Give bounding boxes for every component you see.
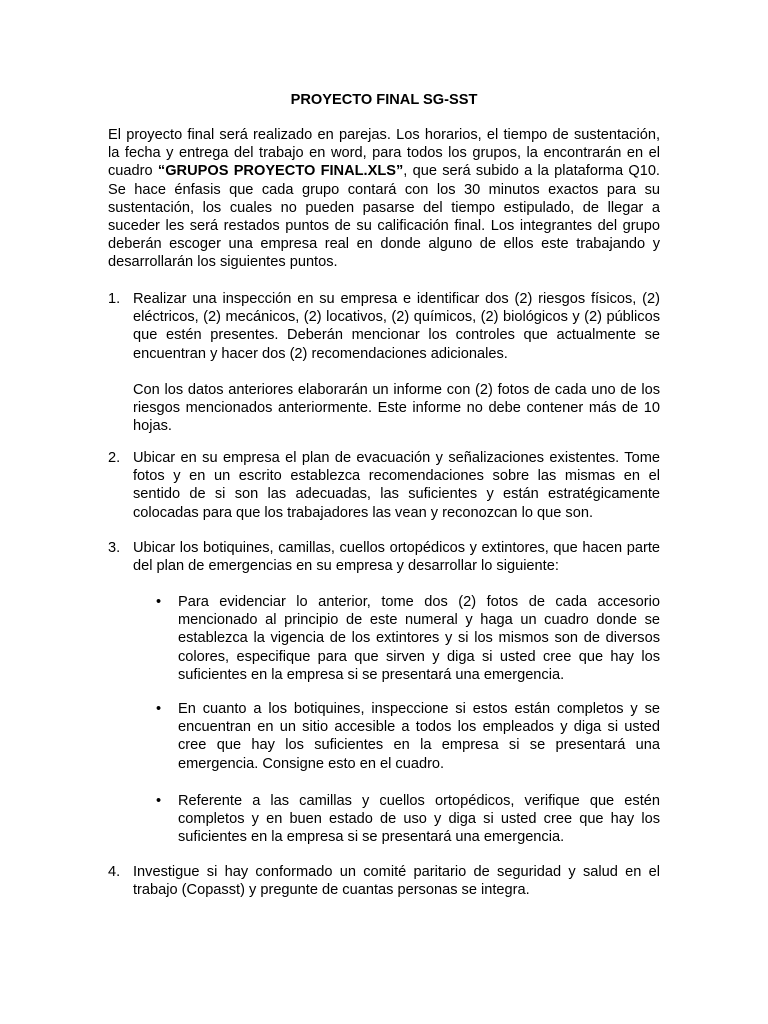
list-item-number: 4. xyxy=(108,864,121,880)
bullet-marker: • xyxy=(156,594,162,610)
list-item-4 xyxy=(108,863,660,899)
list-item-text: Investigue si hay conformado un comité paritario de seguridad y salud en el trabajo (Copasst) y pregunte de cuantas personas se integra. xyxy=(133,864,660,899)
list-item-text-continued: Con los datos anteriores elaborarán un informe con (2) fotos de cada uno de los riesgos mencionados anteriormente. Este informe no debe contener más de 10 hojas. xyxy=(133,381,660,435)
intro-text-end: , que será subido a la plataforma Q10. Se hace énfasis que cada grupo contará con los 30 minutos exactos para su sustentación, los cuales no pueden pasarse del tiempo estipulado, de llegar a suceder les será restados puntos de su calificación final. Los integrantes del grupo deberán escoger una empresa real en donde alguno de ellos este trabajando y desarrollarán los siguientes puntos. xyxy=(108,163,660,271)
intro-text-start: El proyecto final será realizado en parejas. Los horarios, el tiempo de sustentación, la fecha y entrega del trabajo en word, para todos los grupos, la encontrarán en el cuadro xyxy=(108,127,660,180)
intro-paragraph xyxy=(108,126,660,272)
bullet-text: Para evidenciar lo anterior, tome dos (2) fotos de cada accesorio mencionado al principio de este numeral y haga un cuadro donde se establezca la vigencia de los extintores y si los mismos son de diversos colores, especifique para que sirven y diga si usted cree que hay los suficientes en la empresa si se presentará una emergencia. xyxy=(178,594,660,683)
list-item-2 xyxy=(108,449,660,522)
bullet-item-1 xyxy=(156,593,660,684)
list-item-number: 3. xyxy=(108,540,121,556)
list-item-1 xyxy=(108,290,660,435)
list-item-number: 1. xyxy=(108,291,121,307)
bullet-text: Referente a las camillas y cuellos ortopédicos, verifique que estén completos y en buen estado de uso y diga si usted cree que hay los suficientes en la empresa si se presentará una emergencia. xyxy=(178,793,660,846)
bullet-marker: • xyxy=(156,793,162,809)
list-item-text: Realizar una inspección en su empresa e identificar dos (2) riesgos físicos, (2) eléctricos, (2) mecánicos, (2) locativos, (2) químicos, (2) biológicos y (2) públicos que estén presentes. Deberán mencionar los controles que actualmente se encuentran y hacer dos (2) recomendaciones adicionales. xyxy=(133,291,660,362)
document-title: PROYECTO FINAL SG-SST xyxy=(290,92,478,108)
bullet-marker: • xyxy=(156,701,162,717)
list-item-3 xyxy=(108,539,660,575)
bullet-item-3 xyxy=(156,792,660,847)
bullet-item-2 xyxy=(156,700,660,773)
intro-file-name: “GRUPOS PROYECTO FINAL.XLS” xyxy=(157,163,404,180)
list-item-number: 2. xyxy=(108,450,121,466)
list-item-text: Ubicar en su empresa el plan de evacuación y señalizaciones existentes. Tome fotos y en un escrito establezca recomendaciones sobre las mismas en el sentido de si son las adecuadas, las suficientes y están estratégicamente colocadas para que los trabajadores las vean y reconozcan lo que son. xyxy=(133,450,660,521)
bullet-text: En cuanto a los botiquines, inspeccione si estos están completos y se encuentran en un sitio accesible a todos los empleados y diga si usted cree que hay los suficientes en la empresa si se presentará una emergencia. Consigne esto en el cuadro. xyxy=(178,701,660,772)
list-item-text: Ubicar los botiquines, camillas, cuellos ortopédicos y extintores, que hacen parte del plan de emergencias en su empresa y desarrollar lo siguiente: xyxy=(133,540,660,575)
